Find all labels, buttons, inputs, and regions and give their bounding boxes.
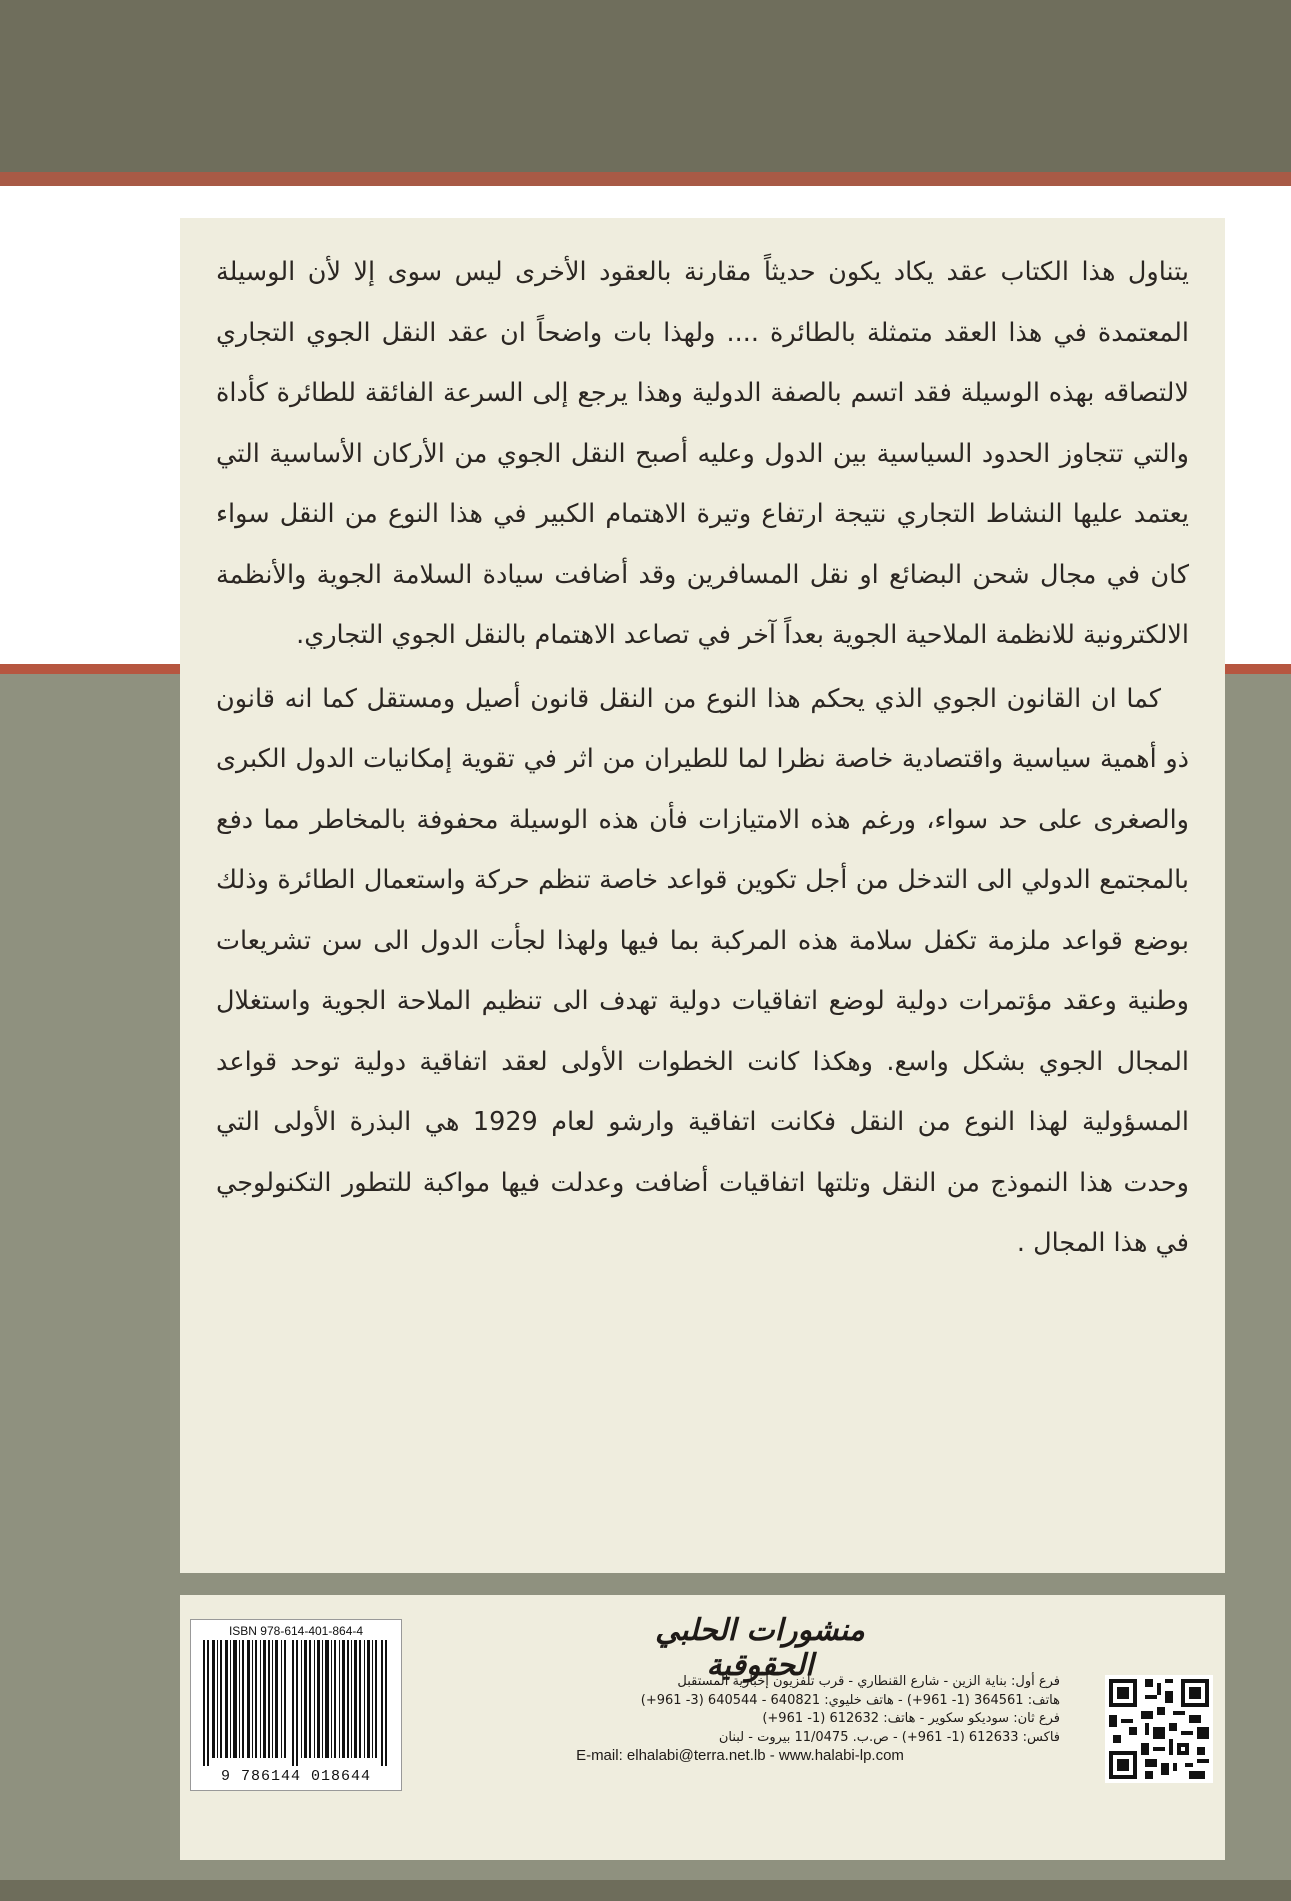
blurb-paragraph-1: يتناول هذا الكتاب عقد يكاد يكون حديثاً مقارنة بالعقود الأخرى ليس سوى إلا لأن الوسيلة المعتمدة في هذا العقد متمثلة بالطائرة .... ولهذا بات واضحاً ان عقد النقل الجوي التجاري لالتصاقه بهذه الوسيلة فقد اتسم بالصفة الدولية وهذا يرجع إلى السرعة الفائقة للطائرة كأداة والتي تتجاوز الحدود السياسية بين الدول وعليه أصبح النقل الجوي من الأركان الأساسية التي يعتمد عليها النشاط التجاري نتيجة ارتفاع وتيرة الاهتمام الكبير في هذا النوع من النقل سواء كان في مجال شحن البضائع او نقل المسافرين وقد أضافت سيادة السلامة الجوية والأنظمة الالكترونية للانظمة الملاحية الجوية بعداً آخر في تصاعد الاهتمام بالنقل الجوي التجاري. [216,257,1189,650]
contact-email: E-mail: elhalabi@terra.net.lb - www.halabi-lp.com [576,1747,904,1764]
blurb-paragraph-2: كما ان القانون الجوي الذي يحكم هذا النوع من النقل قانون أصيل ومستقل كما انه قانون ذو أهمية سياسية واقتصادية خاصة نظرا لما للطيران من اثر في تقوية إمكانيات الدول الكبرى والصغرى على حد سواء، ورغم هذه الامتيازات فأن هذه الوسيلة محفوفة بالمخاطر مما دفع بالمجتمع الدولي الى التدخل من أجل تكوين قواعد خاصة تنظم حركة واستعمال الطائرة وذلك بوضع قواعد ملزمة تكفل سلامة هذه المركبة بما فيها ولهذا لجأت الدول الى سن تشريعات وطنية وعقد مؤتمرات دولية لوضع اتفاقيات دولية تهدف الى تنظيم الملاحة الجوية واستغلال المجال الجوي بشكل واسع. وهكذا كانت الخطوات الأولى لعقد اتفاقية دولية توحد قواعد المسؤولية لهذا النوع من النقل فكانت اتفاقية وارشو لعام 1929 هي البذرة الأولى التي وحدت هذا النموذج من النقل وتلتها اتفاقيات أضافت وعدلت فيها مواكبة للتطور التكنولوجي في هذا المجال . [216,683,1189,1258]
barcode-bars [201,1640,391,1766]
isbn-barcode [190,1619,402,1791]
address-line: فاكس: 612633 (1- 961+) - ص.ب. 11/0475 بيروت - لبنان [718,1729,1060,1745]
publisher-logo: منشورات الحلبي الحقوقية [655,1613,865,1683]
isbn-label: ISBN 978-614-401-864-4 [228,1624,364,1638]
publisher-footer [180,1595,1225,1860]
publisher-address [420,1673,1060,1766]
qr-code [1105,1675,1213,1783]
bottom-strip [0,1880,1291,1901]
top-accent-line [0,172,1291,186]
address-line: فرع ثان: سوديكو سكوير - هاتف: 612632 (1- 961+) [762,1711,1060,1726]
qr-code-icon [1109,1679,1209,1779]
address-line: هاتف: 364561 (1- 961+) - هاتف خليوي: 640821 - 640544 (3- 961+) [640,1692,1060,1708]
barcode-number: 9 786144 018644 [220,1768,372,1785]
blurb-panel [180,218,1225,1573]
address-line: فرع أول: بناية الزين - شارع القنطاري - قرب تلفزيون إخبارية المستقبل [677,1674,1060,1689]
top-band [0,0,1291,178]
